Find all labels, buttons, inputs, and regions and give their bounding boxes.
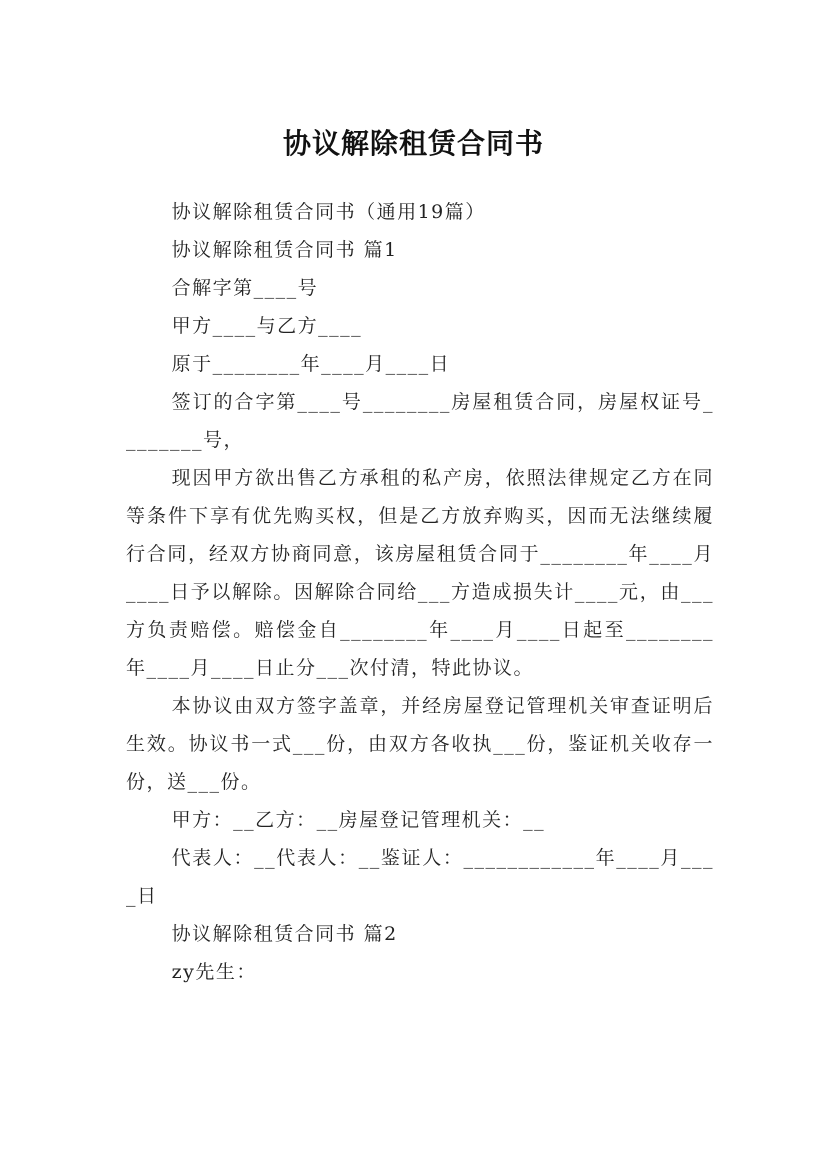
paragraph-parties: 甲方____与乙方____ bbox=[171, 315, 363, 337]
paragraph-section-1-heading: 协议解除租赁合同书 篇1 bbox=[171, 239, 398, 261]
paragraph-section-2-heading: 协议解除租赁合同书 篇2 bbox=[171, 923, 398, 945]
paragraph-signatures: 甲方：__乙方：__房屋登记管理机关：__ bbox=[171, 809, 546, 831]
paragraph-original-date: 原于________年____月____日 bbox=[171, 353, 451, 375]
paragraph-termination-terms: 现因甲方欲出售乙方承租的私产房，依照法律规定乙方在同等条件下享有优先购买权，但是乙方放弃购买，因而无法继续履行合同，经双方协商同意，该房屋租赁合同于________年____月____日予以解除。因解除合同给___方造成损失计____元，由___方负责赔偿。赔偿金自________年____月____日起至________年____月____日止分___次付清，特此协议。 bbox=[126, 467, 714, 679]
paragraph-collection-title: 协议解除租赁合同书（通用19篇） bbox=[171, 201, 486, 223]
paragraph-representatives: 代表人：__代表人：__鉴证人：____________年____月____日 bbox=[126, 847, 714, 907]
paragraph-salutation: zy先生： bbox=[171, 961, 257, 983]
document-title: 协议解除租赁合同书 bbox=[282, 126, 544, 160]
paragraph-signed-contract: 签订的合字第____号________房屋租赁合同，房屋权证号________号， bbox=[126, 391, 714, 451]
document-body bbox=[126, 193, 714, 991]
paragraph-contract-number: 合解字第____号 bbox=[171, 277, 319, 299]
paragraph-effectiveness: 本协议由双方签字盖章，并经房屋登记管理机关审查证明后生效。协议书一式___份，由双方各收执___份，鉴证机关收存一份，送___份。 bbox=[126, 695, 714, 793]
